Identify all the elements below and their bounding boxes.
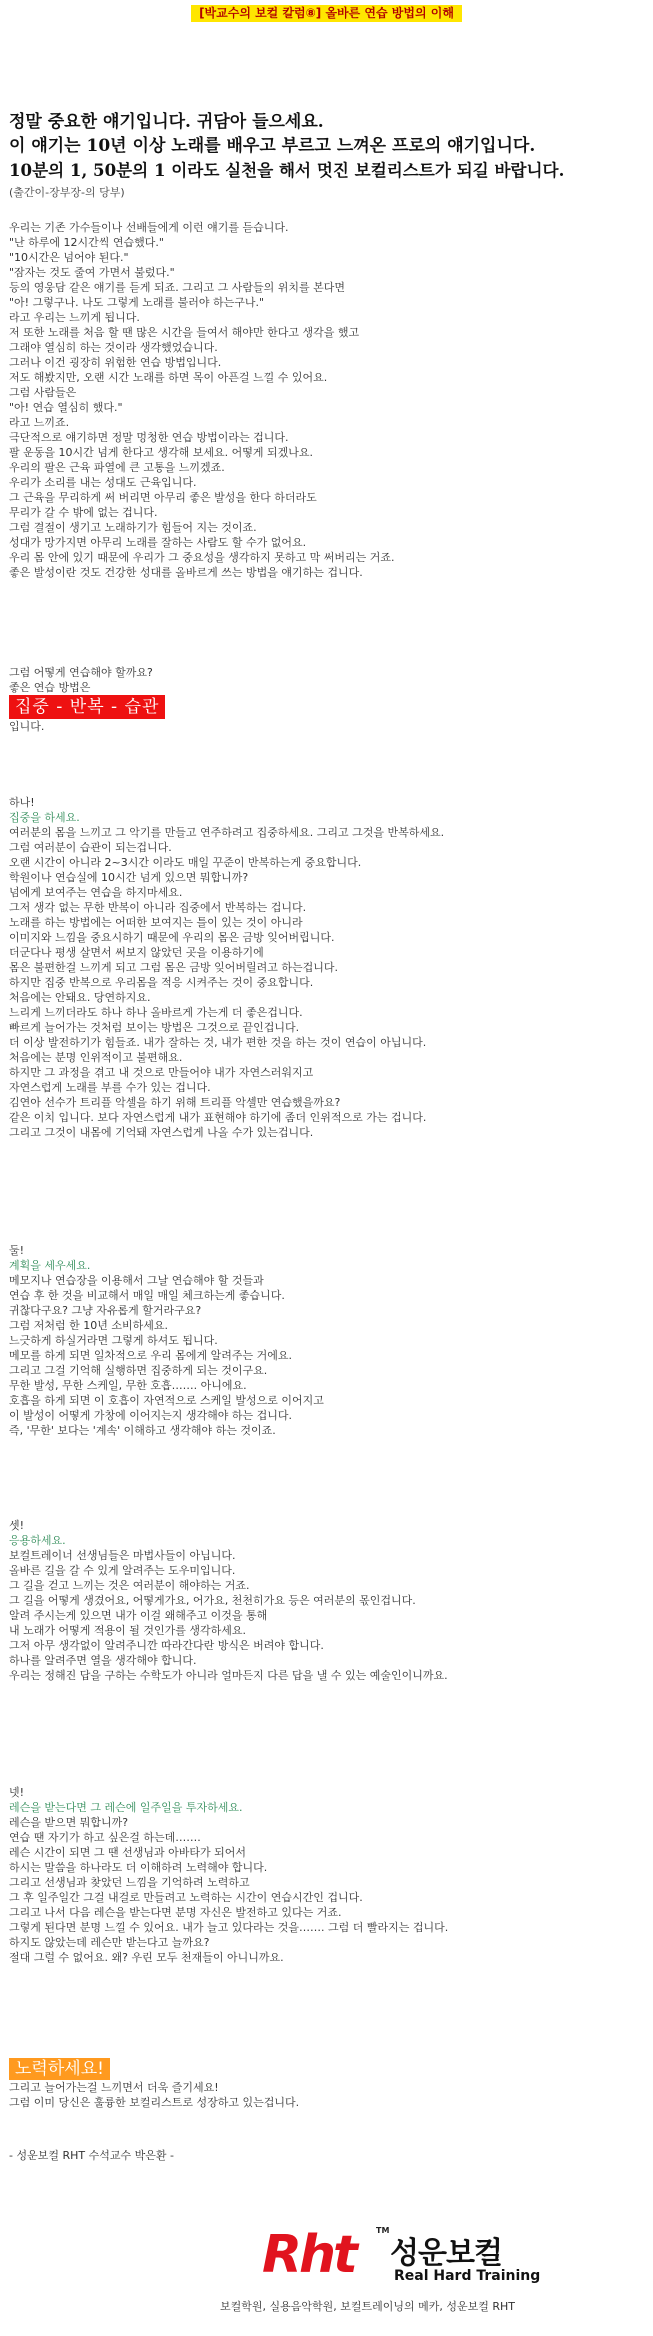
- paragraph-line: 더군다나 평생 살면서 써보지 않았던 곳을 이용하기에: [9, 946, 264, 959]
- section-plan: [9, 1243, 639, 1438]
- paragraph-line: 처음에는 안돼요. 당연하지요.: [9, 991, 151, 1004]
- section-lesson: [9, 1785, 639, 1965]
- paragraph-line: 그리고 그것이 내몸에 기억돼 자연스럽게 나올 수가 있는겁니다.: [9, 1126, 314, 1139]
- paragraph-line: 라고 우리는 느끼게 됩니다.: [9, 311, 140, 324]
- paragraph-line: 하나를 알려주면 열을 생각해야 합니다.: [9, 1654, 197, 1667]
- intro-line: 10분의 1, 50분의 1 이라도 실천을 해서 멋진 보컬리스트가 되길 바랍니다.: [9, 160, 565, 180]
- trademark-label: TM: [376, 2226, 390, 2235]
- paragraph-line: 하시는 말씀을 하나라도 더 이해하려 노력해야 합니다.: [9, 1861, 268, 1874]
- section-heading: 계획을 세우세요.: [9, 1259, 91, 1272]
- paragraph-line: 저도 해봤지만, 오랜 시간 노래를 하면 목이 아픈걸 느낄 수 있어요.: [9, 371, 328, 384]
- paragraph-line: 그 후 일주일간 그걸 내걸로 만들려고 노력하는 시간이 연습시간인 겁니다.: [9, 1891, 363, 1904]
- paragraph-line: 빠르게 늘어가는 것처럼 보이는 방법은 그것으로 끝인겁니다.: [9, 1021, 300, 1034]
- paragraph-line: 처음에는 분명 인위적이고 불편해요.: [9, 1051, 183, 1064]
- paragraph-line: 그러나 이건 굉장히 위험한 연습 방법입니다.: [9, 356, 222, 369]
- intro-line: 정말 중요한 얘기입니다. 귀담아 들으세요.: [9, 112, 324, 132]
- method-question: 그럼 어떻게 연습해야 할까요?: [9, 666, 153, 679]
- paragraph-line: 그리고 나서 다음 레슨을 받는다면 분명 자신은 발전하고 있다는 거죠.: [9, 1906, 342, 1919]
- intro-line: 이 얘기는 10년 이상 노래를 배우고 부르고 느껴온 프로의 얘기입니다.: [9, 136, 536, 156]
- paragraph-line: 그렇게 된다면 분명 느낄 수 있어요. 내가 늘고 있다라는 것을……. 그럼 더 빨라지는 겁니다.: [9, 1921, 449, 1934]
- paragraph-line: 하지만 집중 반복으로 우리몸을 적응 시켜주는 것이 중요합니다.: [9, 976, 314, 989]
- brand-logo: [220, 2222, 640, 2322]
- method-lead: 좋은 연습 방법은: [9, 681, 91, 694]
- paragraph-line: 이미지와 느낌을 중요시하기 때문에 우리의 몸은 금방 잊어버립니다.: [9, 931, 335, 944]
- method-tail: 입니다.: [9, 720, 45, 733]
- paragraph-line: 우리는 정해진 답을 구하는 수학도가 아니라 얼마든지 다른 답을 낼 수 있는 예술인이니까요.: [9, 1669, 448, 1682]
- paragraph-line: 즉, '무한' 보다는 '계속' 이해하고 생각해야 하는 것이죠.: [9, 1424, 276, 1437]
- paragraph-line: "아! 그렇구나. 나도 그렇게 노래를 불러야 하는구나.": [9, 296, 265, 309]
- paragraph-line: 연습 땐 자기가 하고 싶은걸 하는데…….: [9, 1831, 201, 1844]
- section-heading: 집중을 하세요.: [9, 811, 80, 824]
- paragraph-line: 메모를 하게 되면 일차적으로 우리 몸에게 알려주는 거에요.: [9, 1349, 292, 1362]
- paragraph-line: 그래야 열심히 하는 것이라 생각했었습니다.: [9, 341, 218, 354]
- paragraph-line: 저 또한 노래를 처음 할 땐 많은 시간을 들여서 해야만 한다고 생각을 했고: [9, 326, 360, 339]
- paragraph-line: 내 노래가 어떻게 적용이 될 것인가를 생각하세요.: [9, 1624, 246, 1637]
- section-number: 셋!: [9, 1519, 25, 1532]
- paragraph-line: 더 이상 발전하기가 힘들죠. 내가 잘하는 것, 내가 편한 것을 하는 것이 연습이 아닙니다.: [9, 1036, 427, 1049]
- paragraph-line: 이 발성이 어떻게 가창에 이어지는지 생각해야 하는 겁니다.: [9, 1409, 292, 1422]
- brand-caption: 보컬학원, 실용음악학원, 보컬트레이닝의 메카, 성운보컬 RHT: [220, 2300, 516, 2313]
- paragraph-line: 호흡을 하게 되면 이 호흡이 자연적으로 스케일 발성으로 이어지고: [9, 1394, 324, 1407]
- paragraph-line: 절대 그럴 수 없어요. 왜? 우린 모두 천재들이 아니니까요.: [9, 1951, 284, 1964]
- paragraph-line: "10시간은 넘어야 된다.": [9, 251, 129, 264]
- paragraph-line: 넘에게 보여주는 연습을 하지마세요.: [9, 886, 183, 899]
- section-method: [9, 665, 639, 734]
- brand-name-english: Real Hard Training: [394, 2268, 541, 2284]
- paragraph-line: 자연스럽게 노래를 부를 수가 있는 겁니다.: [9, 1081, 211, 1094]
- section-closing: [9, 2058, 639, 2110]
- section-intro-text: [9, 220, 639, 580]
- paragraph-line: 하지만 그 과정을 겪고 내 것으로 만들어야 내가 자연스러워지고: [9, 1066, 314, 1079]
- section-focus: [9, 795, 639, 1140]
- section-number: 넷!: [9, 1786, 25, 1799]
- paragraph-line: 그럼 여러분이 습관이 되는겁니다.: [9, 841, 172, 854]
- source-note: (출간이-장부장-의 당부): [9, 186, 125, 199]
- paragraph-line: 귀찮다구요? 그냥 자유롭게 할거라구요?: [9, 1304, 202, 1317]
- paragraph-line: 성대가 망가지면 아무리 노래를 잘하는 사람도 할 수가 없어요.: [9, 536, 307, 549]
- paragraph-line: 극단적으로 얘기하면 정말 멍청한 연습 방법이라는 겁니다.: [9, 431, 289, 444]
- paragraph-line: 같은 이치 입니다. 보다 자연스럽게 내가 표현해야 하기에 좀더 인위적으로 가는 겁니다.: [9, 1111, 427, 1124]
- paragraph-line: 좋은 발성이란 것도 건강한 성대를 올바르게 쓰는 방법을 얘기하는 겁니다.: [9, 566, 363, 579]
- section-number: 둘!: [9, 1244, 25, 1257]
- paragraph-line: 그럼 사람들은: [9, 386, 77, 399]
- paragraph-line: 보컬트레이너 선생님들은 마법사들이 아닙니다.: [9, 1549, 236, 1562]
- paragraph-line: 그럼 이미 당신은 훌륭한 보컬리스트로 성장하고 있는겁니다.: [9, 2096, 300, 2109]
- section-number: 하나!: [9, 796, 35, 809]
- paragraph-line: 무한 발성, 무한 스케일, 무한 호흡……. 아니에요.: [9, 1379, 247, 1392]
- section-apply: [9, 1518, 639, 1683]
- section-heading: 레슨을 받는다면 그 레슨에 일주일을 투자하세요.: [9, 1801, 243, 1814]
- paragraph-line: 우리의 팔은 근육 파열에 큰 고통을 느끼겠죠.: [9, 461, 225, 474]
- paragraph-line: 학원이나 연습실에 10시간 넘게 있으면 뭐합니까?: [9, 871, 249, 884]
- paragraph-line: 느리게 느끼더라도 하나 하나 올바르게 가는게 더 좋은겁니다.: [9, 1006, 303, 1019]
- section-heading: 응용하세요.: [9, 1534, 66, 1547]
- brand-name-korean: 성운보컬: [390, 2236, 502, 2271]
- paragraph-line: 여러분의 몸을 느끼고 그 악기를 만들고 연주하려고 집중하세요. 그리고 그것을 반복하세요.: [9, 826, 445, 839]
- paragraph-line: 그 길을 걷고 느끼는 것은 여러분이 해야하는 거죠.: [9, 1579, 250, 1592]
- paragraph-line: 노래를 하는 방법에는 어떠한 보여지는 틀이 있는 것이 아니라: [9, 916, 303, 929]
- paragraph-line: 그럼 저처럼 한 10년 소비하세요.: [9, 1319, 168, 1332]
- rht-logo-icon: [262, 2222, 374, 2282]
- paragraph-line: 팔 운동을 10시간 넘게 한다고 생각해 보세요. 어떻게 되겠나요.: [9, 446, 313, 459]
- banner-area: [0, 0, 653, 32]
- paragraph-line: 레슨 시간이 되면 그 땐 선생님과 아바타가 되어서: [9, 1846, 246, 1859]
- paragraph-line: 그저 생각 없는 무한 반복이 아니라 집중에서 반복하는 겁니다.: [9, 901, 307, 914]
- paragraph-line: 김연아 선수가 트리플 악셀을 하기 위해 트리플 악셀만 연습했을까요?: [9, 1096, 341, 1109]
- paragraph-line: 알려 주시는게 있으면 내가 이걸 왜해주고 이것을 통해: [9, 1609, 268, 1622]
- paragraph-line: 메모지나 연습장을 이용해서 그날 연습해야 할 것들과: [9, 1274, 264, 1287]
- closing-callout: 노력하세요!: [9, 2058, 110, 2080]
- paragraph-line: 무리가 갈 수 밖에 없는 겁니다.: [9, 506, 158, 519]
- paragraph-line: 올바른 길을 갈 수 있게 알려주는 도우미입니다.: [9, 1564, 236, 1577]
- paragraph-line: 그리고 늘어가는걸 느끼면서 더욱 즐기세요!: [9, 2081, 219, 2094]
- paragraph-line: 그럼 결절이 생기고 노래하기가 힘들어 지는 것이죠.: [9, 521, 257, 534]
- paragraph-line: 우리 몸 안에 있기 때문에 우리가 그 중요성을 생각하지 못하고 막 써버리는 거죠.: [9, 551, 395, 564]
- paragraph-line: 몸은 불편한걸 느끼게 되고 그럼 몸은 금방 잊어버릴려고 하는겁니다.: [9, 961, 338, 974]
- paragraph-line: 그리고 선생님과 찾았던 느낌을 기억하려 노력하고: [9, 1876, 250, 1889]
- paragraph-line: 그 길을 어떻게 생겼어요, 어떻게가요, 어가요, 천천히가요 등은 여러분의 몫인겁니다.: [9, 1594, 416, 1607]
- paragraph-line: 등의 영웅담 같은 얘기를 듣게 되죠. 그리고 그 사람들의 위치를 본다면: [9, 281, 345, 294]
- svg-text:Rht: Rht: [262, 2225, 355, 2282]
- paragraph-line: 연습 후 한 것을 비교해서 매일 매일 체크하는게 좋습니다.: [9, 1289, 285, 1302]
- paragraph-line: 우리는 기존 가수들이나 선배들에게 이런 얘기를 듣습니다.: [9, 221, 289, 234]
- paragraph-line: 라고 느끼죠.: [9, 416, 70, 429]
- paragraph-line: "잠자는 것도 줄여 가면서 불렀다.": [9, 266, 175, 279]
- paragraph-line: 느긋하게 하실거라면 그렇게 하셔도 됩니다.: [9, 1334, 218, 1347]
- paragraph-line: 하지도 않았는데 레슨만 받는다고 늘까요?: [9, 1936, 210, 1949]
- paragraph-line: 레슨을 받으면 뭐합니까?: [9, 1816, 129, 1829]
- column-title-banner: [박교수의 보컬 칼럼⑧] 올바른 연습 방법의 이해: [191, 5, 462, 22]
- paragraph-line: 오랜 시간이 아니라 2~3시간 이라도 매일 꾸준이 반복하는게 중요합니다.: [9, 856, 362, 869]
- signature-block: [9, 2148, 639, 2163]
- signature: - 성운보컬 RHT 수석교수 박은환 -: [9, 2149, 174, 2162]
- paragraph-line: 그저 아무 생각없이 알려주니깐 따라간다란 방식은 버려야 합니다.: [9, 1639, 324, 1652]
- paragraph-line: "아! 연습 열심히 했다.": [9, 401, 123, 414]
- paragraph-line: 그리고 그걸 기억해 실행하면 집중하게 되는 것이구요.: [9, 1364, 268, 1377]
- paragraph-line: "난 하루에 12시간씩 연습했다.": [9, 236, 164, 249]
- paragraph-line: 우리가 소리를 내는 성대도 근육입니다.: [9, 476, 197, 489]
- intro-block: [9, 110, 653, 202]
- method-highlight: 집중 - 반복 - 습관: [9, 695, 165, 719]
- paragraph-line: 그 근육을 무리하게 써 버리면 아무리 좋은 발성을 한다 하더라도: [9, 491, 317, 504]
